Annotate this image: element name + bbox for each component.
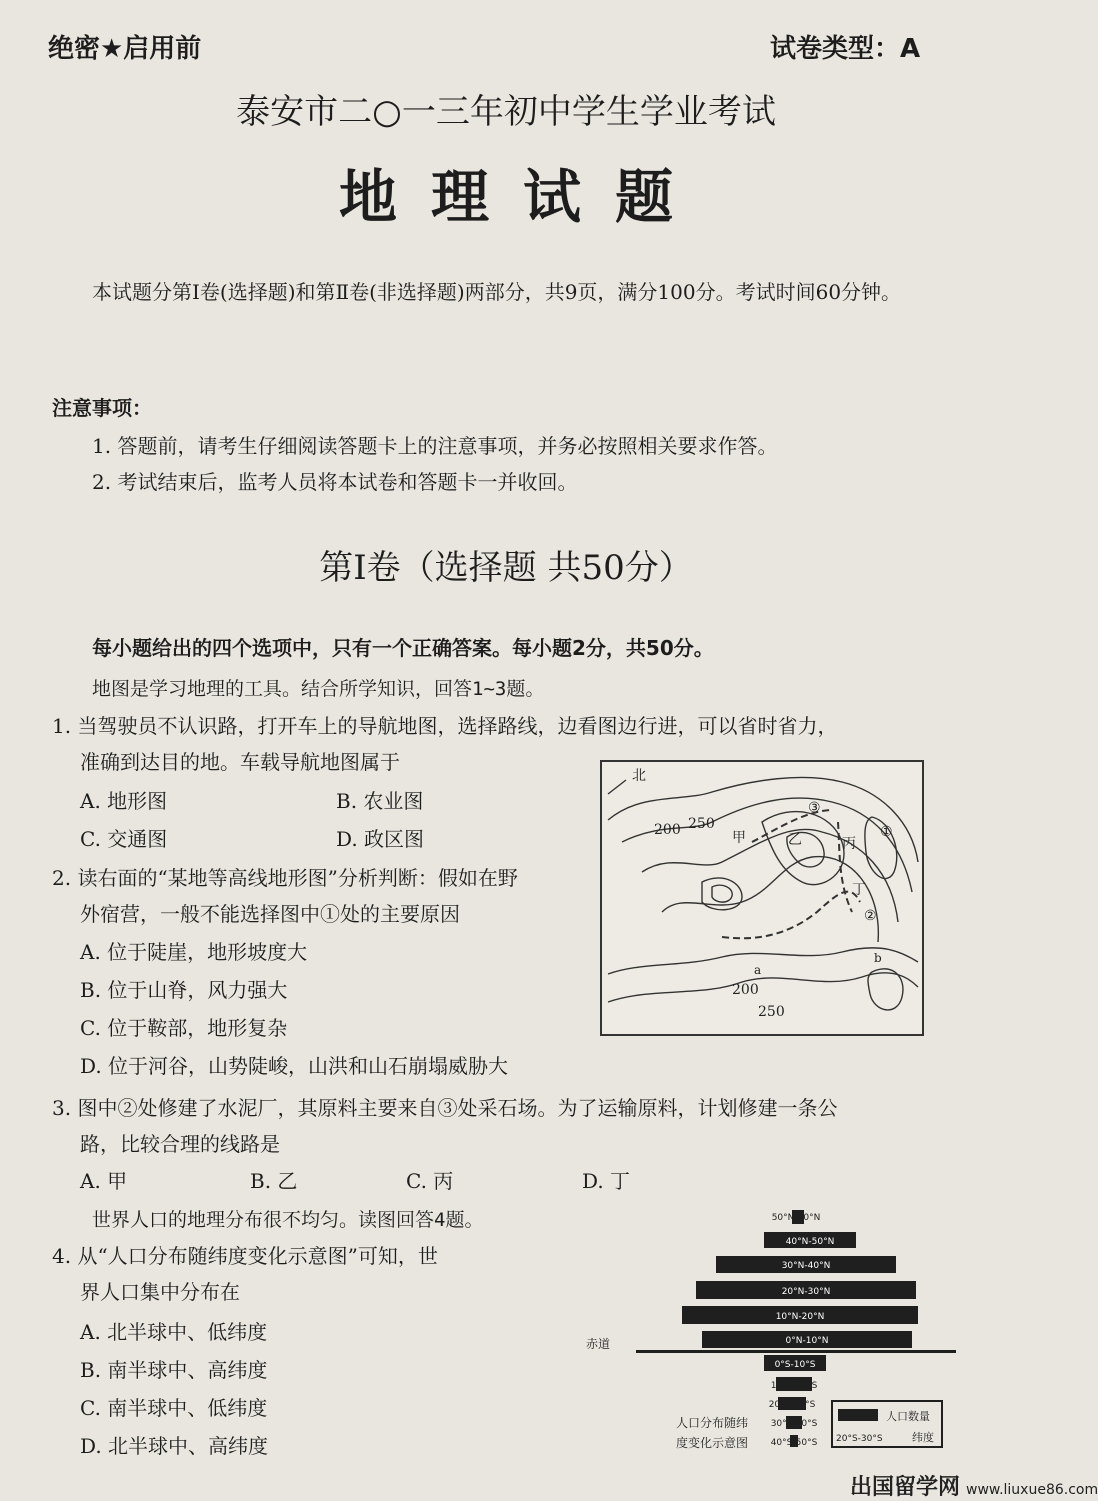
q2-option-d: D. 位于河谷，山势陡峻，山洪和山石崩塌威胁大 <box>80 1054 509 1078</box>
watermark-name: 出国留学网 <box>850 1475 961 1500</box>
q3-option-b: B. 乙 <box>250 1169 298 1193</box>
map-label: 丙 <box>842 836 856 852</box>
q4-stem: 界人口集中分布在 <box>80 1280 240 1304</box>
exam-title: 泰安市二○一三年初中学生学业考试 <box>236 92 776 132</box>
q4-option-b: B. 南半球中、高纬度 <box>80 1358 268 1382</box>
equator-label: 赤道 <box>586 1337 611 1351</box>
q1-stem: 1. 当驾驶员不认识路，打开车上的导航地图，选择路线，边看图边行进，可以省时省力， <box>52 714 838 738</box>
watermark-url: www.liuxue86.com <box>966 1482 1098 1498</box>
band-label: 30°N-40°N <box>781 1261 831 1271</box>
map-label: 200 <box>732 982 759 998</box>
q1-option-a: A. 地形图 <box>80 789 168 813</box>
q2-option-a: A. 位于陡崖，地形坡度大 <box>80 940 308 964</box>
subject-title: 地理试题 <box>338 163 707 231</box>
q1-option-d: D. 政区图 <box>336 827 425 851</box>
map-label: 250 <box>688 816 715 832</box>
band-label: 0°N-10°N <box>785 1336 829 1346</box>
q2-stem: 外宿营，一般不能选择图中①处的主要原因 <box>80 902 460 926</box>
band-label: 10°S-20°S <box>770 1381 818 1391</box>
notice-item: 1. 答题前，请考生仔细阅读答题卡上的注意事项，并务必按照相关要求作答。 <box>92 434 778 458</box>
population-latitude-figure <box>586 1205 956 1465</box>
band-label: 0°S-10°S <box>774 1360 816 1370</box>
notice-heading: 注意事项： <box>52 396 152 420</box>
q1-option-c: C. 交通图 <box>80 827 168 851</box>
map-north-label: 北 <box>632 768 646 784</box>
lead-text: 世界人口的地理分布很不均匀。读图回答4题。 <box>92 1209 484 1231</box>
band-label: 10°N-20°N <box>775 1312 825 1322</box>
q4-option-c: C. 南半球中、低纬度 <box>80 1396 268 1420</box>
instruction: 每小题给出的四个选项中，只有一个正确答案。每小题2分，共50分。 <box>92 636 714 660</box>
q3-option-a: A. 甲 <box>80 1169 128 1193</box>
map-label: 250 <box>758 1004 785 1020</box>
band-label: 40°S-50°S <box>770 1438 818 1448</box>
q1-stem: 准确到达目的地。车载导航地图属于 <box>80 750 400 774</box>
legend-lat-sample: 20°S-30°S <box>836 1434 883 1444</box>
band-label: 40°N-50°N <box>785 1237 835 1247</box>
lead-text: 地图是学习地理的工具。结合所学知识，回答1~3题。 <box>92 678 545 700</box>
legend-lat-label: 纬度 <box>912 1431 934 1444</box>
legend-swatch <box>838 1409 878 1421</box>
secret-label: 绝密★启用前 <box>48 34 202 64</box>
band-label: 20°N-30°N <box>781 1287 831 1297</box>
q3-stem: 路，比较合理的线路是 <box>80 1132 280 1156</box>
map-label: ③ <box>808 800 821 816</box>
notice-item: 2. 考试结束后，监考人员将本试卷和答题卡一并收回。 <box>92 470 578 494</box>
contour-map-svg <box>602 762 922 1034</box>
q3-option-d: D. 丁 <box>582 1169 631 1193</box>
map-label: 200 <box>654 822 681 838</box>
paper-type-label: 试卷类型：A <box>770 34 921 64</box>
watermark <box>850 1470 1098 1501</box>
band-label: 50°N-60°N <box>771 1213 821 1223</box>
q3-option-c: C. 丙 <box>406 1169 454 1193</box>
map-label: ① <box>880 824 893 840</box>
q2-option-c: C. 位于鞍部，地形复杂 <box>80 1016 288 1040</box>
map-label: 乙 <box>788 832 802 848</box>
band-label: 30°S-40°S <box>770 1419 818 1429</box>
legend <box>832 1401 942 1447</box>
q1-option-b: B. 农业图 <box>336 789 424 813</box>
map-label: a <box>754 963 762 977</box>
figure-caption: 人口分布随纬 <box>676 1416 749 1430</box>
map-label: 甲 <box>732 830 746 846</box>
q2-option-b: B. 位于山脊，风力强大 <box>80 978 288 1002</box>
contour-map-figure <box>600 760 924 1036</box>
q3-stem: 3. 图中②处修建了水泥厂，其原料主要来自③处采石场。为了运输原料，计划修建一条公 <box>52 1096 838 1120</box>
q2-stem: 2. 读右面的“某地等高线地形图”分析判断：假如在野 <box>52 866 518 890</box>
q4-option-a: A. 北半球中、低纬度 <box>80 1320 268 1344</box>
part1-title: 第Ⅰ卷（选择题 共50分） <box>319 548 693 588</box>
band-label: 20°S-30°S <box>768 1400 816 1410</box>
map-label: ② <box>864 908 877 924</box>
q4-option-d: D. 北半球中、高纬度 <box>80 1434 269 1458</box>
figure-caption: 度变化示意图 <box>676 1436 749 1450</box>
q4-stem: 4. 从“人口分布随纬度变化示意图”可知，世 <box>52 1244 438 1268</box>
map-label: 丁 <box>852 882 866 898</box>
intro-paragraph: 本试题分第Ⅰ卷(选择题)和第Ⅱ卷(非选择题)两部分，共9页，满分100分。考试时间60分钟。 <box>92 280 902 304</box>
north-arrow-icon <box>608 780 626 794</box>
map-label: b <box>874 951 882 965</box>
legend-pop-label: 人口数量 <box>886 1410 930 1423</box>
